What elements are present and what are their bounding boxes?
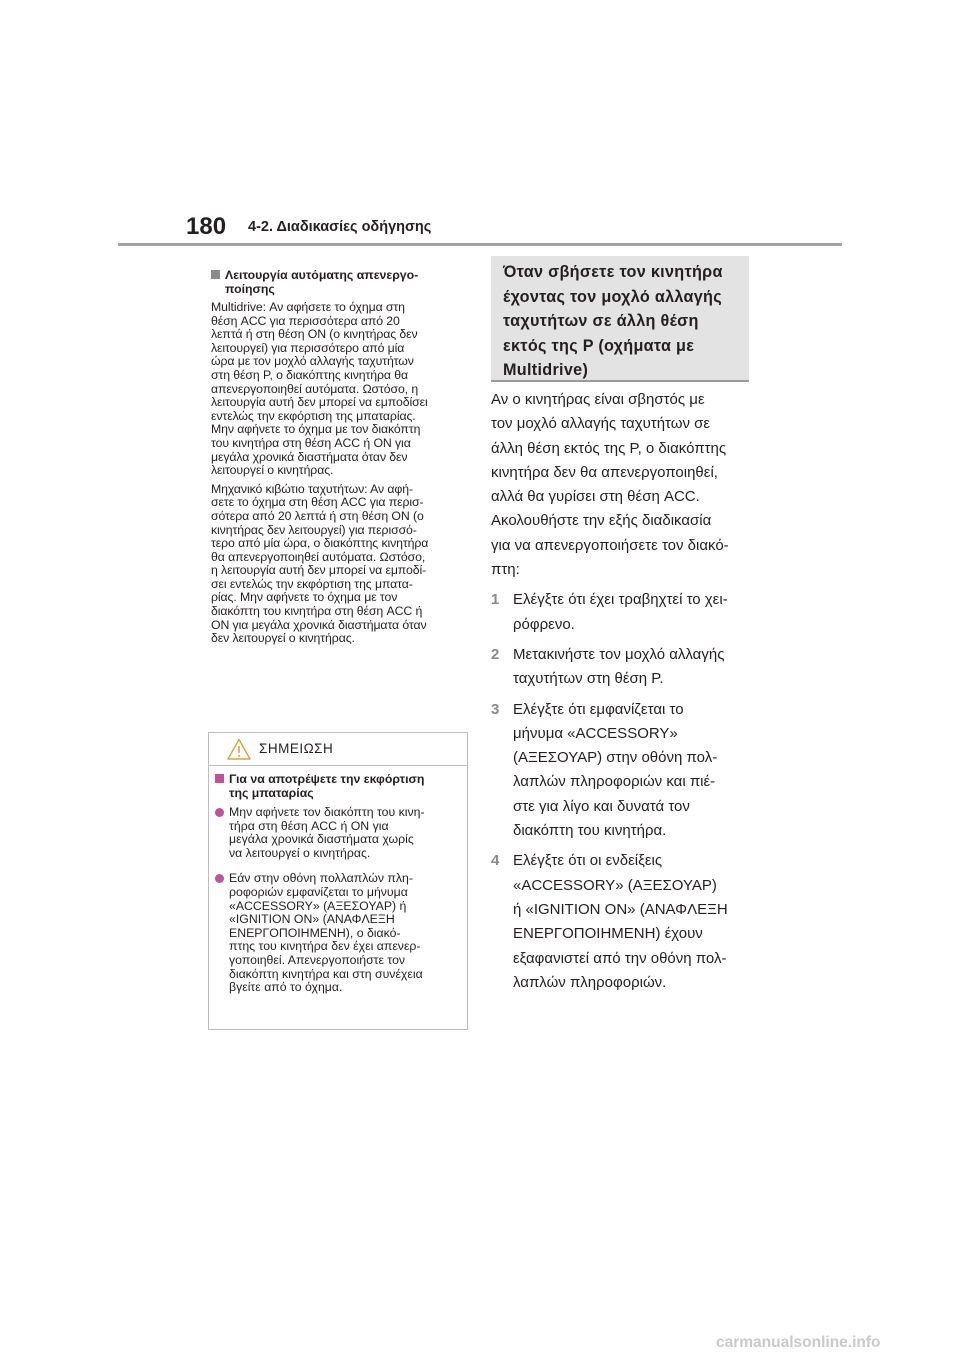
manual-transmission-paragraph: Μηχανικό κιβώτιο ταχυτήτων: Αν αφή- σετε το όχημα στη θέση ACC για περισ- σότερα από 20 λεπτά ή στη θέση ON (ο κινητήρας δεν λειτουργεί) για περισσό- τερο από μία ώρα, ο διακόπτης κινητήρα θα απενεργοποιηθεί αυτόματα. Ωστόσο, η λειτουργία αυτή δεν μπορεί να εμποδί- σει εντελώς την εκφόρτιση της μπατα- ρίας. Μην αφήνετε το όχημα με τον διακόπτη του κινητήρα στη θέση ACC ή ON για μεγάλα χρονικά διαστήματα όταν δεν λειτουργεί ο κινητήρας.	[211, 481, 429, 646]
section-heading: Όταν σβήσετε τον κινητήρα έχοντας τον μοχλό αλλαγής ταχυτήτων σε άλλη θέση εκτός της P (οχήματα με Multidrive)	[503, 263, 723, 379]
warning-triangle-icon	[227, 738, 251, 760]
page-number: 180	[186, 213, 227, 240]
step-text: Ελέγξτε ότι έχει τραβηχτεί το χει- ρόφρενο.	[513, 591, 728, 633]
square-bullet-icon	[215, 774, 224, 783]
intro-paragraph: Αν ο κινητήρας είναι σβηστός με τον μοχλό αλλαγής ταχυτήτων σε άλλη θέση εκτός της P, ο διακόπτης κινητήρα δεν θα απενεργοποιηθεί, αλλά θα γυρίσει στη θέση ACC. Ακολουθήστε την εξής διαδικασία για να απενεργοποιήσετε τον διακό- πτη:	[491, 391, 729, 579]
note-item-1	[215, 806, 459, 860]
step-number: 3	[491, 700, 500, 718]
step-1	[491, 588, 753, 637]
left-column	[211, 268, 469, 646]
header-rule	[118, 243, 842, 246]
step-number: 4	[491, 852, 500, 870]
auto-off-section-title	[211, 268, 469, 296]
auto-off-title-text: Λειτουργία αυτόματης απενεργο- ποίησης	[225, 268, 419, 296]
step-number: 2	[491, 645, 500, 663]
step-text: Μετακινήστε τον μοχλό αλλαγής ταχυτήτων στη θέση P.	[513, 645, 725, 688]
note-title: ΣΗΜΕΙΩΣΗ	[259, 741, 334, 756]
note-section-title	[215, 772, 459, 800]
step-2	[491, 643, 753, 692]
note-header	[209, 733, 467, 766]
note-section-title-text: Για να αποτρέψετε την εκφόρτιση της μπαταρίας	[229, 772, 425, 800]
note-box	[208, 732, 468, 1030]
step-number: 1	[491, 591, 500, 609]
header-section-title: 4-2. Διαδικασίες οδήγησης	[248, 219, 432, 235]
round-bullet-icon	[215, 808, 224, 817]
square-bullet-icon	[211, 270, 220, 279]
section-heading-box	[491, 256, 749, 382]
step-4	[491, 849, 753, 995]
watermark: carmanualsonline.info	[716, 1334, 881, 1351]
step-3	[491, 698, 753, 844]
note-item-2	[215, 872, 459, 994]
multidrive-paragraph: Multidrive: Αν αφήσετε το όχημα στη θέση ACC για περισσότερα από 20 λεπτά ή στη θέση ON (ο κινητήρας δεν λειτουργεί) για περισσότερο από μία ώρα με τον μοχλό αλλαγής ταχυτήτων στη θέση P, ο διακόπτης κινητήρα θα απενεργοποιηθεί αυτόματα. Ωστόσο, η λειτουργία αυτή δεν μπορεί να εμποδίσει εντελώς την εκφόρτιση της μπαταρίας. Μην αφήνετε το όχημα με τον διακόπτη του κινητήρα στη θέση ACC ή ON για μεγάλα χρονικά διαστήματα όταν δεν λειτουργεί ο κινητήρας.	[211, 300, 428, 478]
round-bullet-icon	[215, 874, 224, 883]
step-text: Ελέγξτε ότι οι ενδείξεις «ACCESSORY» (ΑΞΕΣΟΥΑΡ) ή «IGNITION ON» (ΑΝΑΦΛΕΞΗ ΕΝΕΡΓΟΠΟΙΗΜΕΝΗ) έχουν εξαφανιστεί από την οθόνη πολ- λαπλών πληροφοριών.	[513, 852, 728, 991]
right-column	[491, 388, 753, 995]
note-body	[209, 766, 467, 995]
step-text: Ελέγξτε ότι εμφανίζεται το μήνυμα «ACCESSORY» (ΑΞΕΣΟΥΑΡ) στην οθόνη πολ- λαπλών πληροφοριών και πιέ- στε για λίγο και δυνατά τον διακόπτη του κινητήρα.	[513, 700, 718, 840]
note-item-1-text: Μην αφήνετε τον διακόπτη του κινη- τήρα στη θέση ACC ή ON για μεγάλα χρονικά διαστήματα χωρίς να λειτουργεί ο κινητήρας.	[229, 805, 425, 860]
note-item-2-text: Εάν στην οθόνη πολλαπλών πλη- ροφοριών εμφανίζεται το μήνυμα «ACCESSORY» (ΑΞΕΣΟΥΑΡ) ή «IGNITION ON» (ΑΝΑΦΛΕΞΗ ΕΝΕΡΓΟΠΟΙΗΜΕΝΗ), ο διακό- πτης του κινητήρα δεν έχει απενερ- γοποιηθεί. Απενεργοποιήστε τον διακόπτη κινητήρα και στη συνέχεια βγείτε από το όχημα.	[229, 871, 423, 995]
